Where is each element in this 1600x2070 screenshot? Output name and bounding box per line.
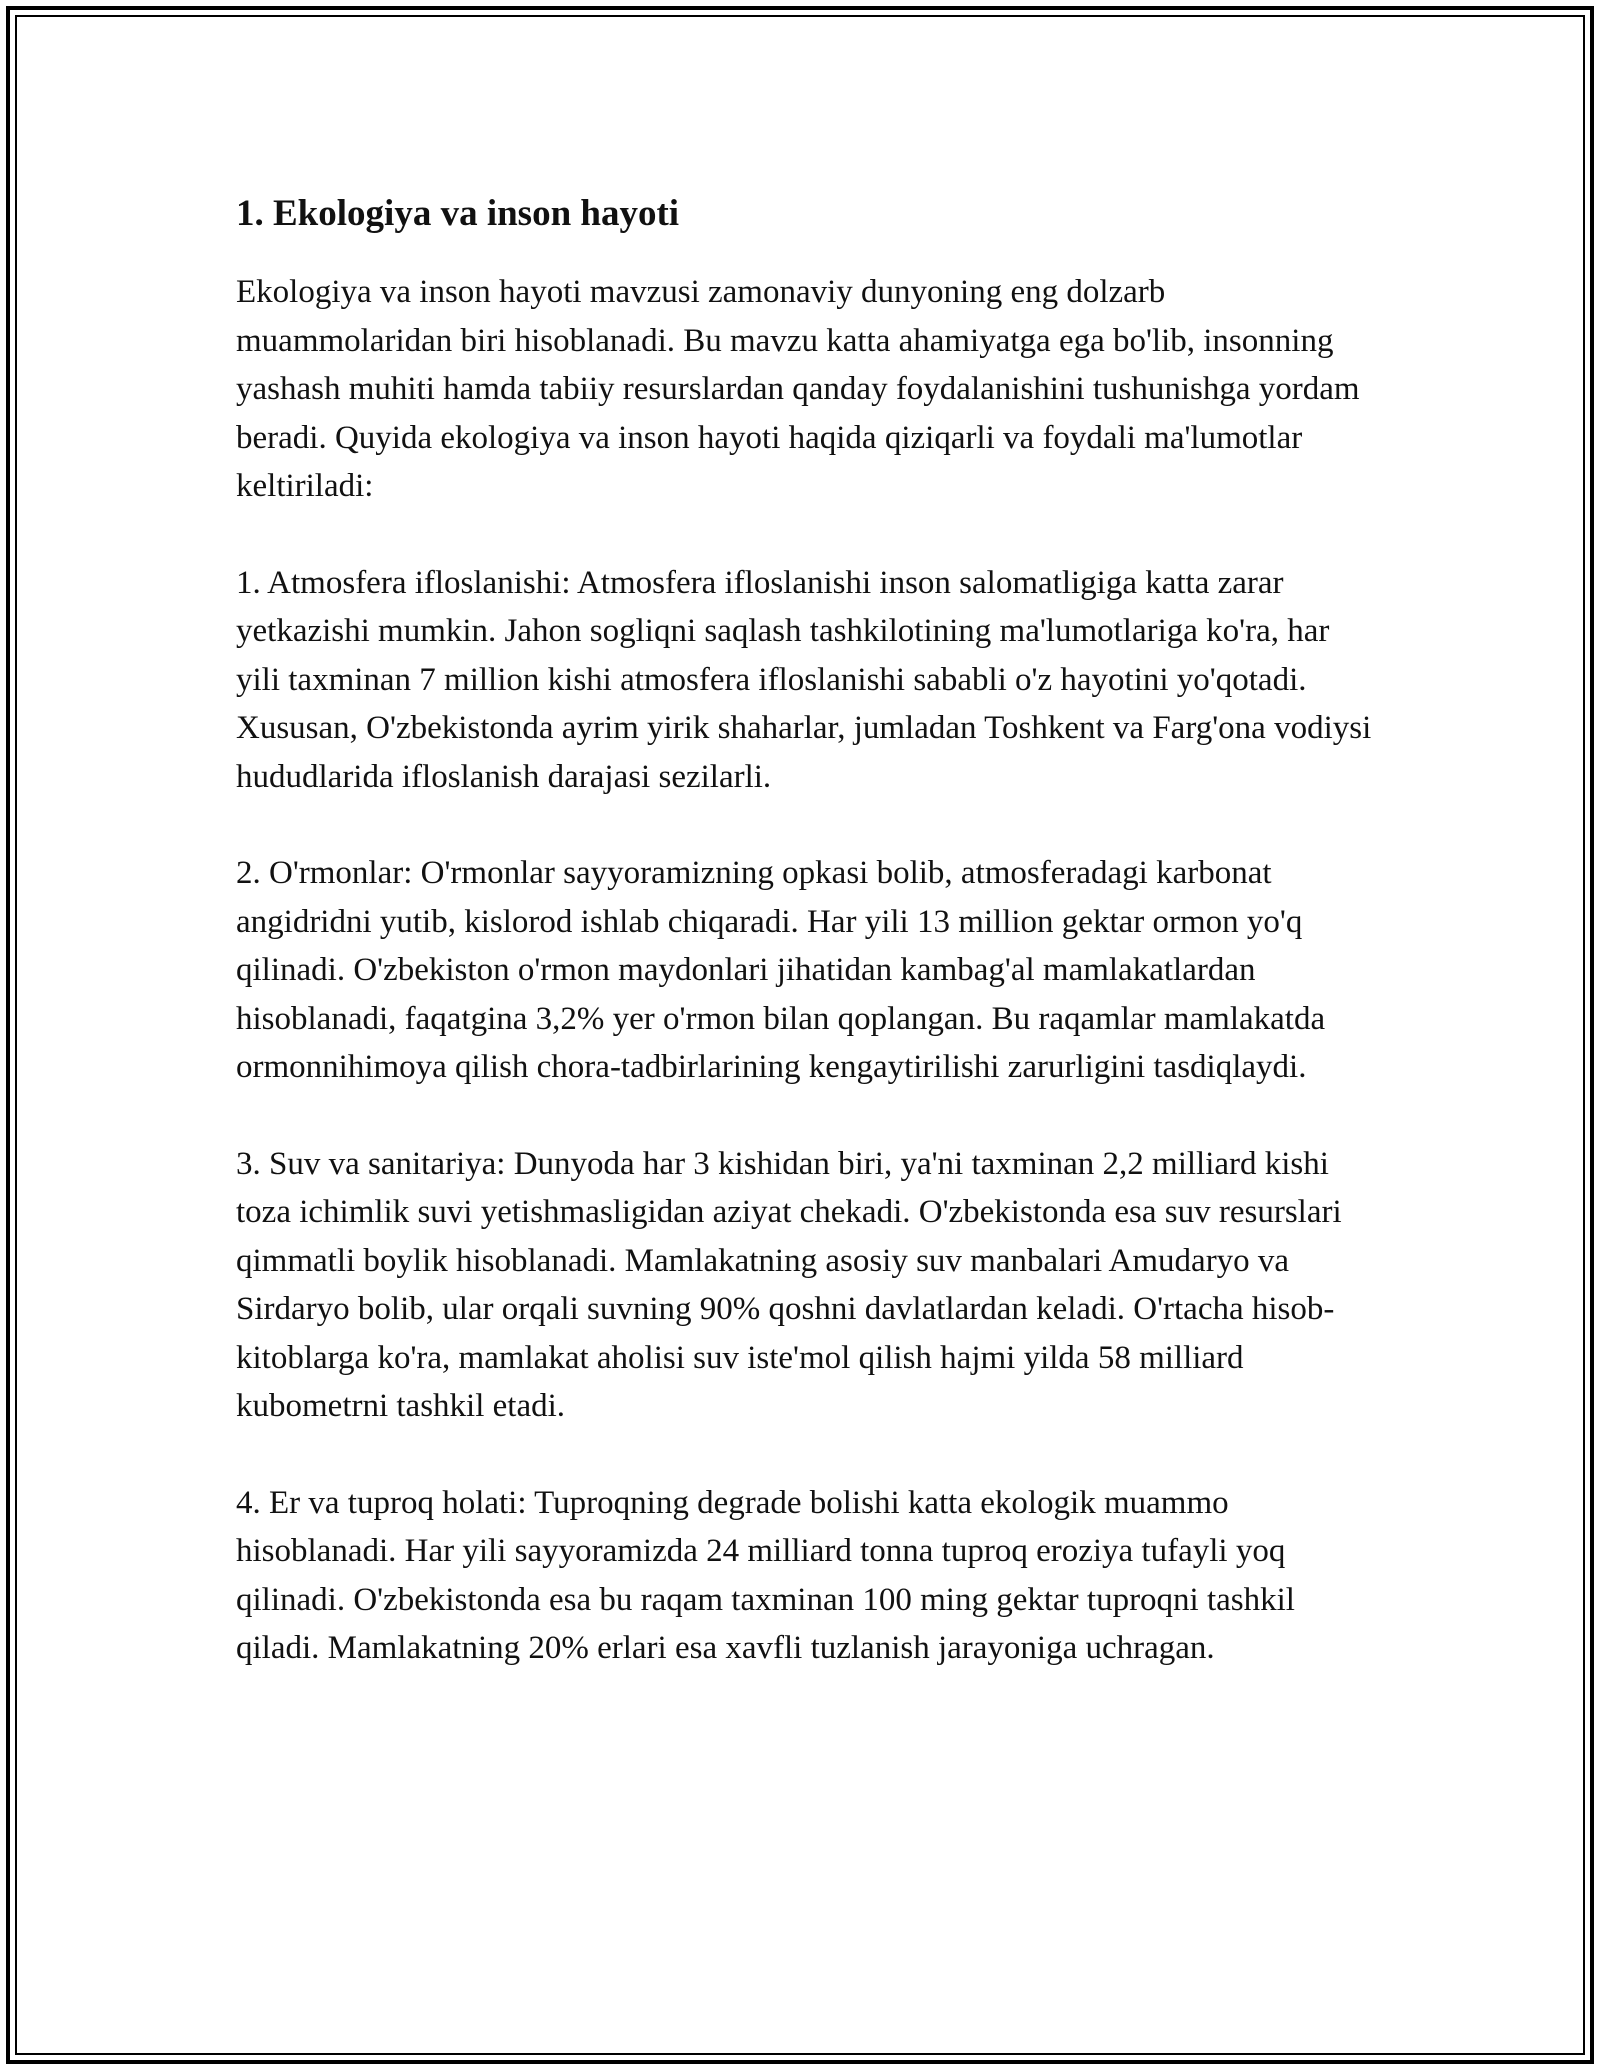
document-body (236, 186, 1376, 1721)
paragraph-tuproq: 4. Er va tuproq holati: Tuproqning degrade bolishi katta ekologik muammo hisoblanadi. Har yili sayyoramizda 24 milliard tonna tuproq eroziya tufayli yoq qilinadi. O'zbekistonda esa bu raqam taxminan 100 ming gektar tuproqni tashkil qiladi. Mamlakatning 20% erlari esa xavfli tuzlanish jarayoniga uchragan. (236, 1484, 1295, 1666)
paragraph-suv: 3. Suv va sanitariya: Dunyoda har 3 kishidan biri, ya'ni taxminan 2,2 milliard kishi toza ichimlik suvi yetishmasligidan aziyat chekadi. O'zbekistonda esa suv resurslari qimmatli boylik hisoblanadi. Mamlakatning asosiy suv manbalari Amudaryo va Sirdaryo bolib, ular orqali suvning 90% qoshni davlatlardan keladi. O'rtacha hisob-kitoblarga ko'ra, mamlakat aholisi suv iste'mol qilish hajmi yilda 58 milliard kubometrni tashkil etadi. (236, 1145, 1342, 1424)
paragraph-atmosfera: 1. Atmosfera ifloslanishi: Atmosfera ifloslanishi inson salomatligiga katta zarar yetkazishi mumkin. Jahon sogliqni saqlash tashkilotining ma'lumotlariga ko'ra, har yili taxminan 7 million kishi atmosfera ifloslanishi sababli o'z hayotini yo'qotadi. Xususan, O'zbekistonda ayrim yirik shaharlar, jumladan Toshkent va Farg'ona vodiysi hududlarida ifloslanish darajasi sezilarli. (236, 564, 1372, 795)
document-title: 1. Ekologiya va inson hayoti (236, 193, 680, 234)
intro-paragraph: Ekologiya va inson hayoti mavzusi zamonaviy dunyoning eng dolzarb muammolaridan biri hisoblanadi. Bu mavzu katta ahamiyatga ega bo'lib, insonning yashash muhiti hamda tabiiy resurslardan qanday foydalanishini tushunishga yordam beradi. Quyida ekologiya va inson hayoti haqida qiziqarli va foydali ma'lumotlar keltiriladi: (236, 274, 1360, 504)
paragraph-ormonlar: 2. O'rmonlar: O'rmonlar sayyoramizning opkasi bolib, atmosferadagi karbonat angidridni yutib, kislorod ishlab chiqaradi. Har yili 13 million gektar ormon yo'q qilinadi. O'zbekiston o'rmon maydonlari jihatidan kambag'al mamlakatlardan hisoblanadi, faqatgina 3,2% yer o'rmon bilan qoplangan. Bu raqamlar mamlakatda ormonnihimoya qilish chora-tadbirlarining kengaytirilishi zarurligini tasdiqlaydi. (236, 855, 1326, 1085)
